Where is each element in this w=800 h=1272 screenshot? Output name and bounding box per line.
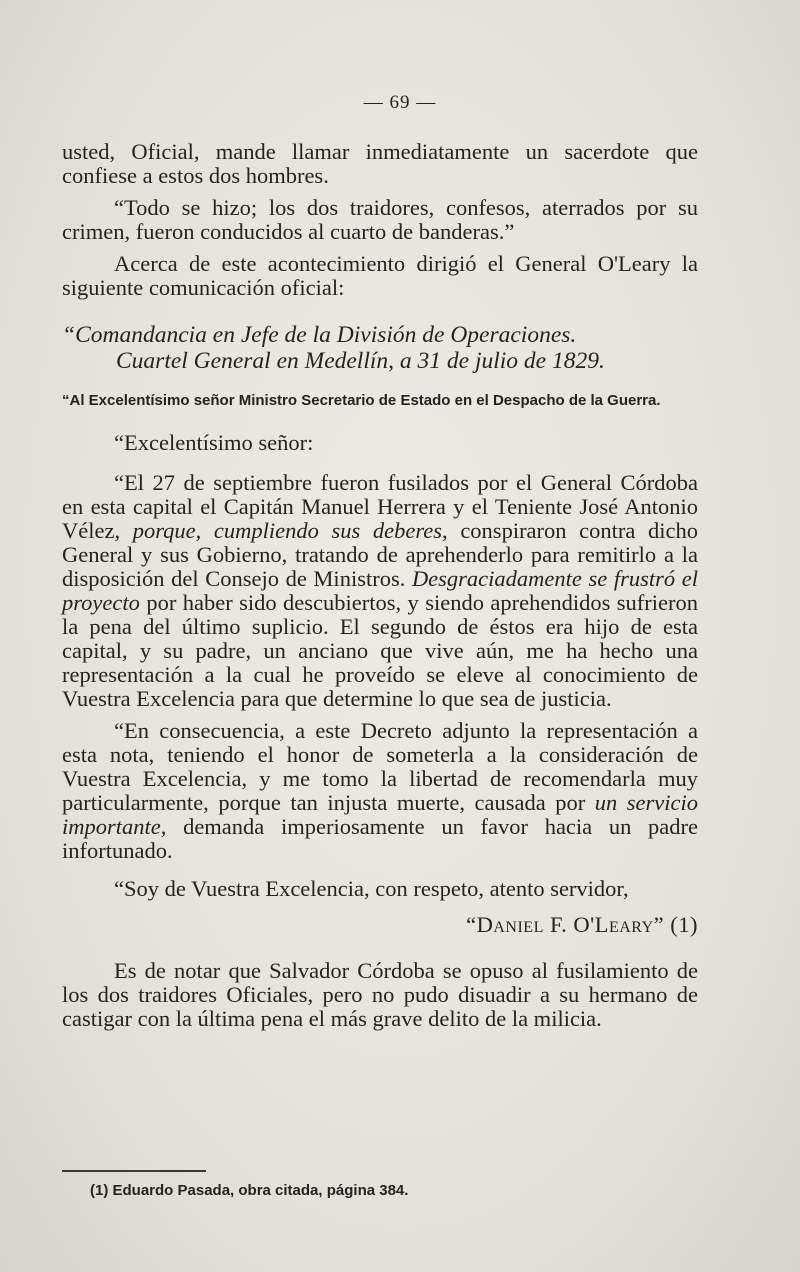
main-text (62, 140, 698, 1031)
salutation: “Excelentísimo señor: (114, 430, 314, 455)
lp1-d: Desgraciadamente se frustró el proyecto (62, 566, 698, 615)
letter-heading-line1: “Comandancia en Jefe de la División de Operaciones. (62, 322, 577, 348)
letter-paragraph-2 (62, 719, 698, 863)
signature: “Daniel F. O'Leary” (1) (466, 912, 698, 937)
paragraph-2: “Todo se hizo; los dos traidores, confesos, aterrados por su crimen, fueron conducidos al cuarto de banderas.” (62, 195, 698, 244)
letter-paragraph-1 (62, 471, 698, 711)
page-number: — 69 — (363, 92, 437, 113)
footnote-rule (62, 1170, 206, 1172)
paragraph-3: Acerca de este acontecimiento dirigió el General O'Leary la siguiente comunicación oficial: (62, 251, 698, 300)
letter-heading (62, 322, 698, 374)
lp1-a: “El 27 de septiembre fueron fusilados por el General Córdoba en esta capital el Capitán Manuel Herrera y el Teniente José Antonio Vélez, (62, 470, 698, 543)
lp2-c: demanda imperiosamente un favor hacia un padre infortunado. (62, 814, 698, 863)
letter-heading-line2: Cuartel General en Medellín, a 31 de julio de 1829. (116, 348, 605, 374)
lp1-c: conspiraron contra dicho General y sus Gobierno, tratando de aprehenderlo para remitirlo a la disposición del Consejo de Ministros. (62, 518, 699, 591)
footnote: (1) Eduardo Pasada, obra citada, página 384. (90, 1182, 409, 1199)
lp2-b: un servicio importante, (62, 790, 698, 839)
lp1-e: por haber sido descubiertos, y siendo aprehendidos sufrieron la pena del último suplicio. El segundo de éstos era hijo de esta capital, y su padre, un anciano que vive aún, me ha hecho una representación a la cual he proveído se eleve al conocimiento de Vuestra Excelencia para que determine lo que sea de justicia. (62, 590, 698, 711)
addressee: “Al Excelentísimo señor Ministro Secretario de Estado en el Despacho de la Guerra. (62, 392, 661, 409)
paragraph-1: usted, Oficial, mande llamar inmediatamente un sacerdote que confiese a estos dos hombres. (62, 139, 698, 188)
lp2-a: “En consecuencia, a este Decreto adjunto la representación a esta nota, teniendo el honor de someterla a la consideración de Vuestra Excelencia, y me tomo la libertad de recomendarla muy particularmente, porque tan injusta muerte, causada por (62, 718, 698, 815)
final-paragraph: Es de notar que Salvador Córdoba se opuso al fusilamiento de los dos traidores Oficiales, pero no pudo disuadir a su hermano de castigar con la última pena el más grave delito de la milicia. (62, 958, 698, 1031)
closing: “Soy de Vuestra Excelencia, con respeto, atento servidor, (114, 876, 629, 901)
lp1-b: porque, cumpliendo sus deberes, (132, 518, 448, 543)
